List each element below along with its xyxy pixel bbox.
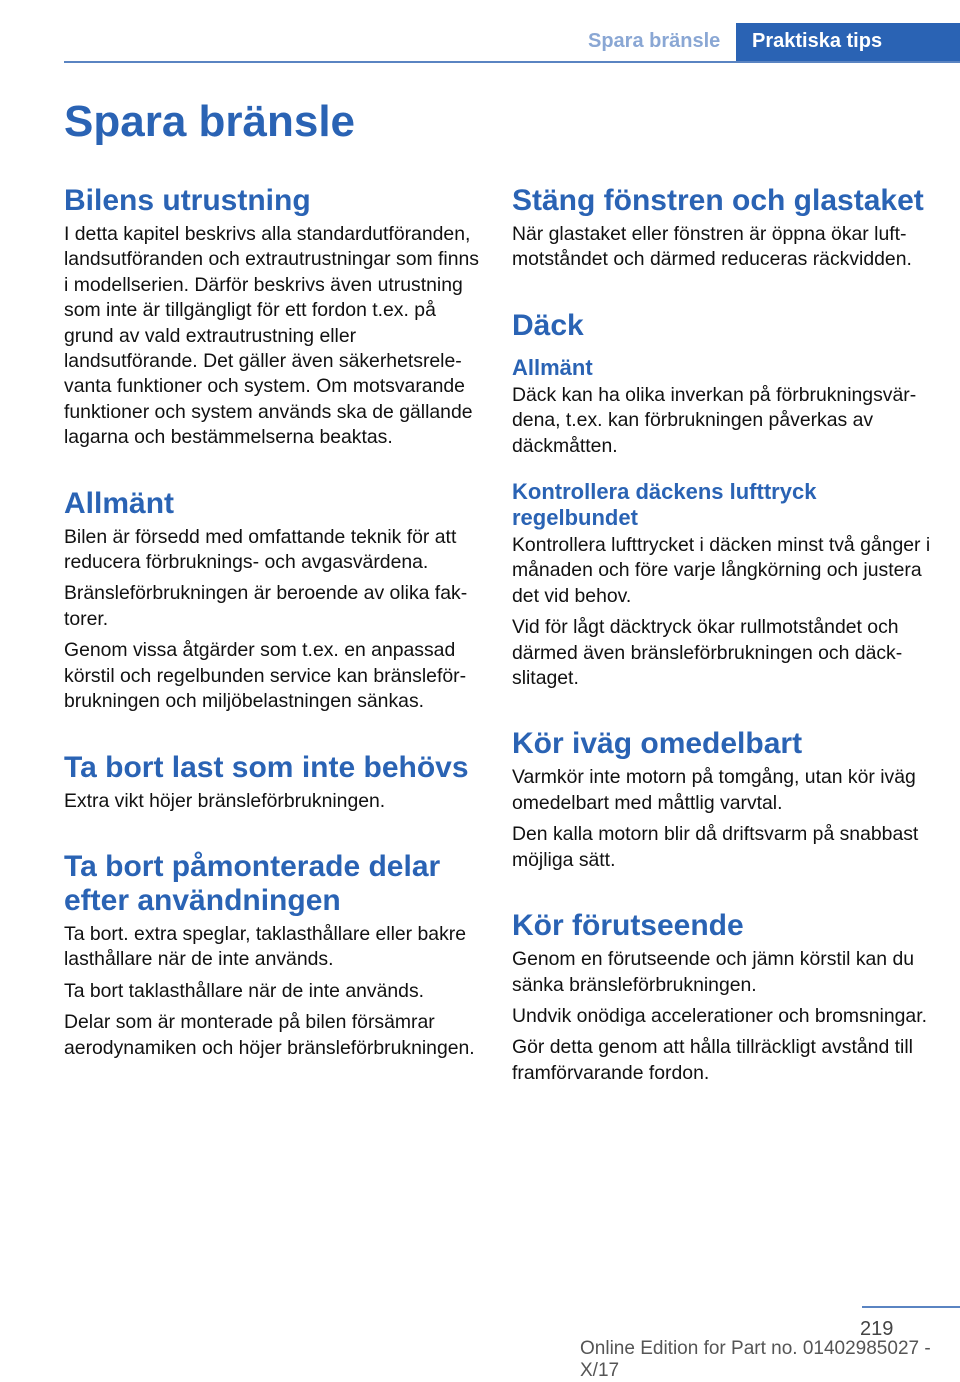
header-section-tab[interactable]: Spara bränsle [588, 30, 721, 52]
paragraph: Extra vikt höjer bränsleförbrukningen. [64, 789, 386, 812]
footer-rule [862, 1306, 960, 1308]
paragraph: Ta bort taklasthållare när de inte används. [64, 979, 425, 1002]
header-rule [64, 61, 960, 63]
left-column [64, 184, 482, 1067]
paragraph: Bränsleförbrukningen är beroende av olika faktorer. [64, 582, 468, 630]
page-number: 219 [860, 1318, 894, 1340]
paragraph: I detta kapitel beskrivs alla standardutföranden, landsutföranden och extrautrustningar som finns i modellserien. Därför beskrivs även utrustning som inte är tillgängligt för ett fordon t.ex. på grund av vald extrautrustning eller landsutförande. Det gäller även säkerhetsrelevanta funktioner och system. Om motsvarande funktioner och system används ska de gällande lagarna och bestämmelserna beaktas. [64, 223, 479, 449]
paragraph: Genom en förutseende och jämn körstil kan du sänka bränsleförbrukningen. [512, 948, 915, 996]
paragraph: Ta bort. extra speglar, taklasthållare eller bakre lasthållare när de inte används. [64, 922, 467, 971]
paragraph: När glastaket eller fönstren är öppna ökar luftmotståndet och därmed reduceras räckvidden. [512, 223, 912, 271]
section-heading-close-windows: Stäng fönstren och glastaket [512, 184, 924, 217]
paragraph: Varmkör inte motorn på tomgång, utan kör iväg omedelbart med måttlig varvtal. [512, 766, 916, 814]
section-heading-tyres: Däck [512, 308, 584, 342]
paragraph: Genom vissa åtgärder som t.ex. en anpassad körstil och regelbunden service kan bränsleförbrukningen och miljöbelastningen sänkas. [64, 639, 467, 713]
paragraph: Vid för lågt däcktryck ökar rullmotståndet och därmed även bränsleförbrukningen och däckslitaget. [512, 616, 903, 690]
section-heading-remove-parts: Ta bort påmonterade delar efter användningen [64, 849, 441, 917]
subheading-tyres-general: Allmänt [512, 354, 593, 380]
paragraph: Däck kan ha olika inverkan på förbrukningsvärdena, t.ex. kan förbrukningen påverkas av däckmåtten. [512, 383, 917, 457]
section-heading-anticipate: Kör förutseende [512, 909, 744, 943]
section-heading-remove-load: Ta bort last som inte behövs [64, 750, 469, 784]
header-chapter-tab[interactable]: Praktiska tips [736, 23, 960, 61]
right-column [512, 184, 932, 1092]
paragraph: Undvik onödiga accelerationer och bromsningar. [512, 1004, 927, 1027]
paragraph: Delar som är monterade på bilen försämrar aerodynamiken och höjer bränsleförbrukningen. [64, 1011, 475, 1059]
paragraph: Den kalla motorn blir då driftsvarm på snabbast möjliga sätt. [512, 823, 919, 871]
paragraph: Bilen är försedd med omfattande teknik för att reducera förbruknings- och avgasvärdena. [64, 525, 457, 574]
subheading-check-pressure: Kontrollera däckens lufttryck regelbundet [512, 479, 817, 531]
section-heading-drive-off: Kör iväg omedelbart [512, 727, 803, 761]
page-title: Spara bränsle [64, 97, 356, 146]
paragraph: Gör detta genom att hålla tillräckligt avstånd till framförvarande fordon. [512, 1036, 913, 1084]
footer-edition: Online Edition for Part no. 01402985027 - X/17 [580, 1338, 931, 1381]
section-heading-general: Allmänt [64, 486, 175, 520]
section-heading-equipment: Bilens utrustning [64, 184, 311, 217]
paragraph: Kontrollera lufttrycket i däcken minst två gånger i månaden och före varje långkörning och justera det vid behov. [512, 534, 931, 607]
